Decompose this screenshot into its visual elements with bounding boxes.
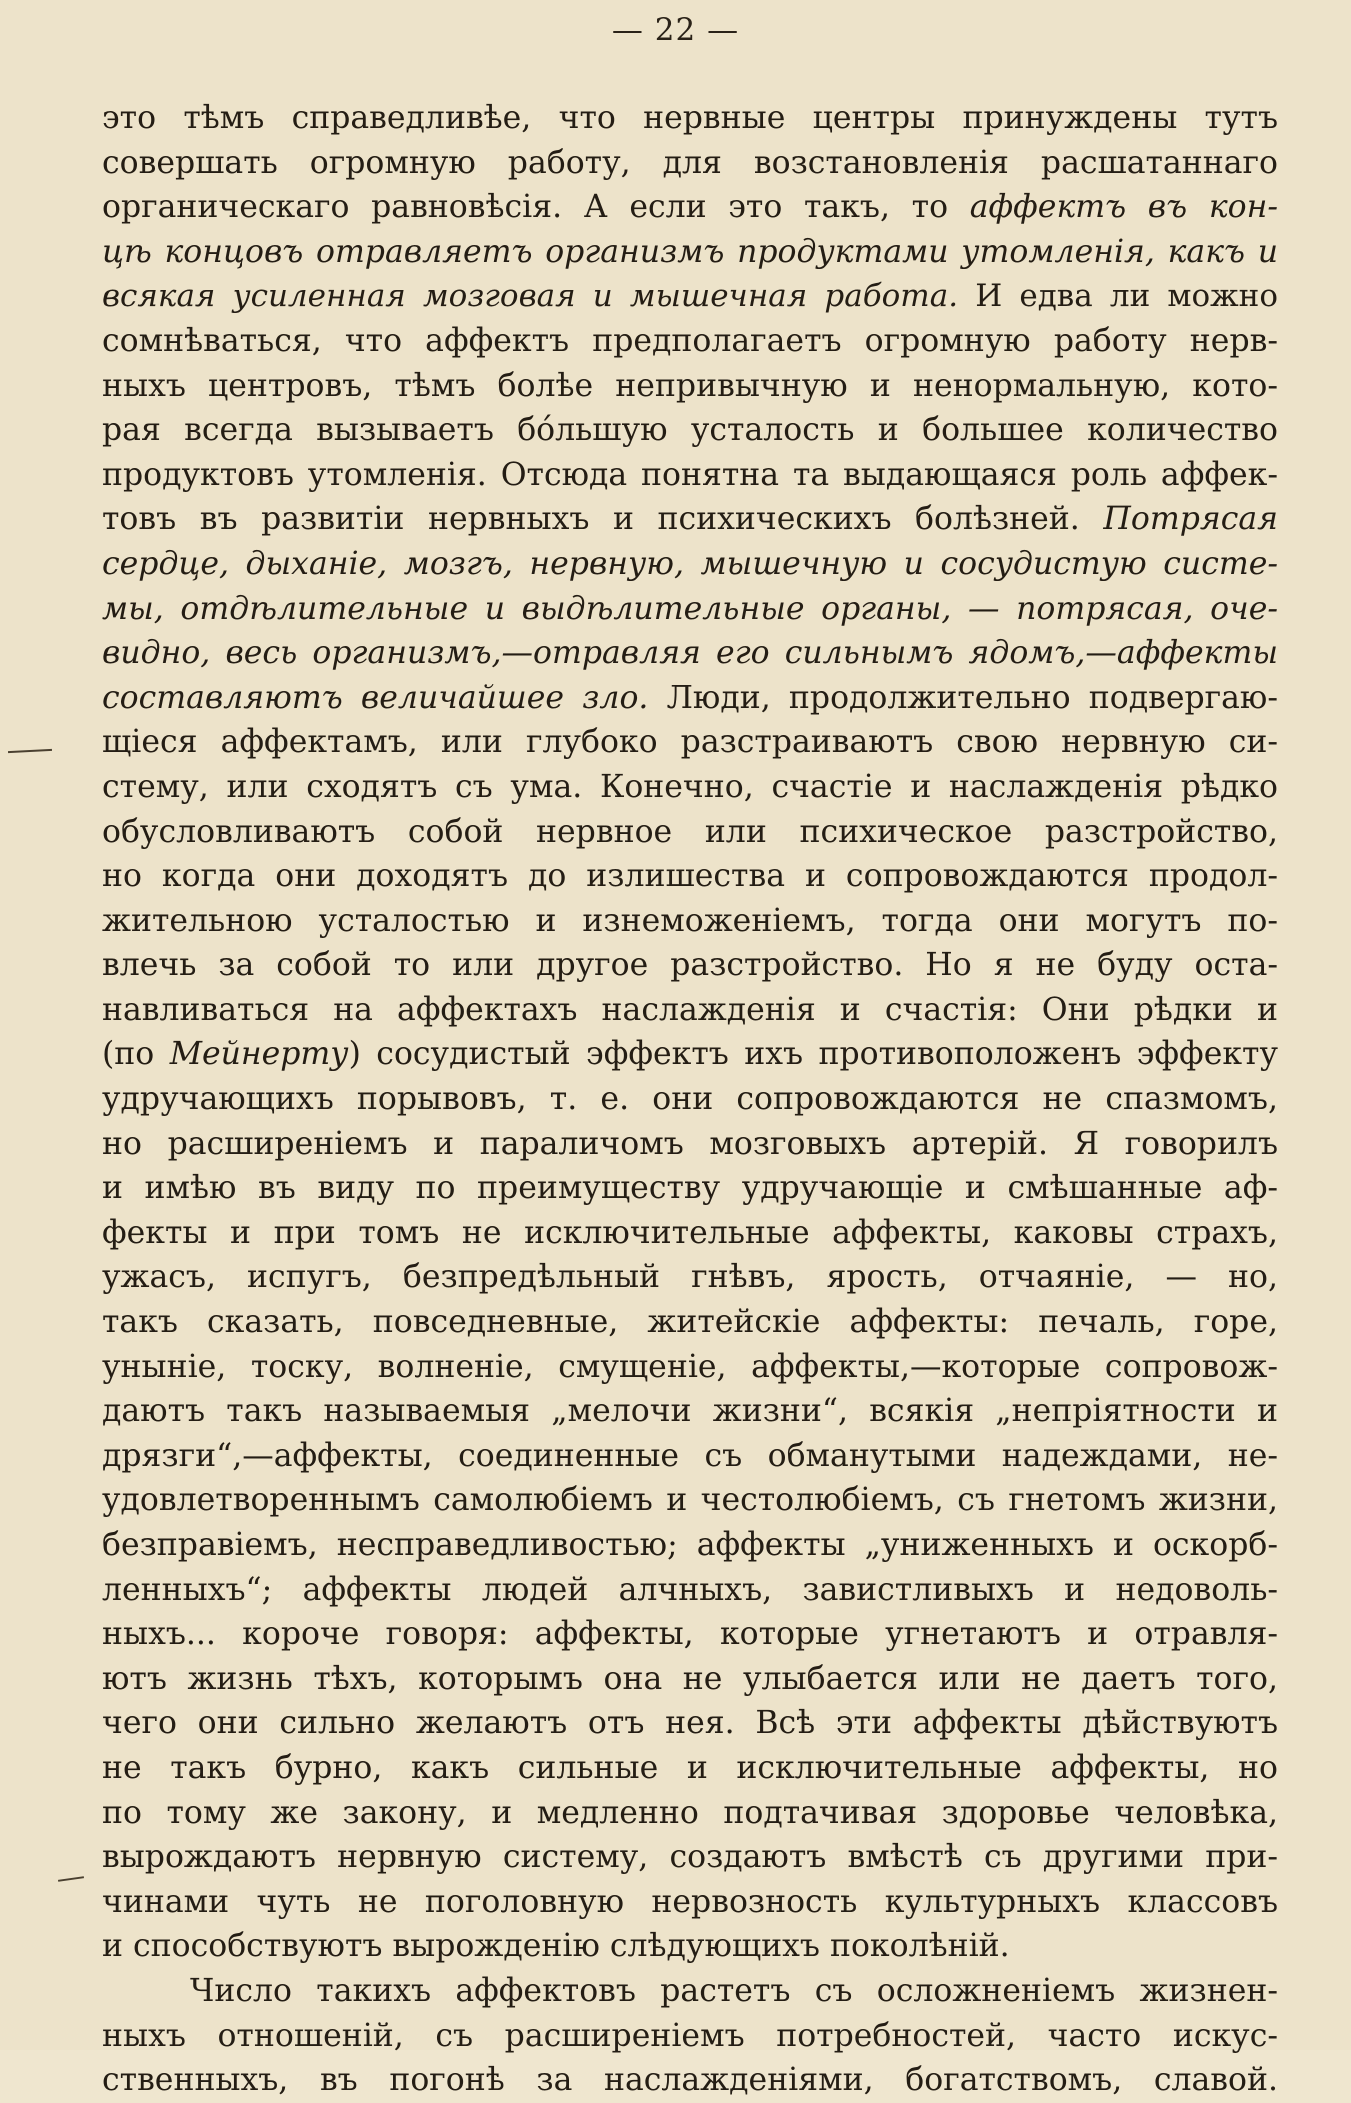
text-segment: удовлетвореннымъ самолюбіемъ и честолюбіемъ, съ гнетомъ жизни,: [102, 1482, 1278, 1519]
text-segment: вырождаютъ нервную систему, создаютъ вмѣстѣ съ другими при-: [102, 1839, 1278, 1876]
text-segment: такъ сказать, повседневные, житейскіе аффекты: печаль, горе,: [102, 1304, 1278, 1341]
text-segment: ужасъ, испугъ, безпредѣльный гнѣвъ, ярость, отчаяніе, — но,: [102, 1259, 1278, 1296]
italic-segment: сердце, дыханіе, мозгъ, нервную, мышечную и сосудистую систе-: [102, 545, 1278, 582]
text-line: [102, 1568, 1278, 1613]
text-line: [102, 988, 1278, 1033]
text-line: [102, 1835, 1278, 1880]
text-line: [102, 1434, 1278, 1479]
text-line: [102, 230, 1278, 275]
italic-segment: цѣ концовъ отравляетъ организмъ продуктами утомленія, какъ и: [102, 233, 1278, 270]
text-line: [102, 1612, 1278, 1657]
text-segment: обусловливаютъ собой нервное или психическое разстройство,: [102, 813, 1278, 850]
text-segment: чего они сильно желаютъ отъ нея. Всѣ эти аффекты дѣйствуютъ: [102, 1705, 1278, 1742]
text-segment: товъ въ развитіи нервныхъ и психическихъ болѣзней.: [102, 501, 1104, 538]
text-line: [102, 1166, 1278, 1211]
text-segment: стему, или сходятъ съ ума. Конечно, счастіе и наслажденія рѣдко: [102, 768, 1278, 805]
text-segment: это тѣмъ справедливѣе, что нервные центры принуждены тутъ: [102, 100, 1278, 136]
text-line: [102, 319, 1278, 364]
text-segment: ственныхъ, въ погонѣ за наслажденіями, богатствомъ, славой.: [102, 2062, 1278, 2099]
text-segment: ныхъ отношеній, съ расширеніемъ потребностей, часто искус-: [102, 2017, 1278, 2054]
text-line: [102, 810, 1278, 855]
text-segment: чинами чуть не поголовную нервозность культурныхъ классовъ: [102, 1883, 1278, 1920]
italic-segment: составляютъ величайшее зло.: [102, 679, 649, 716]
text-segment: но когда они доходятъ до излишества и сопровождаются продол-: [102, 858, 1278, 895]
text-segment: влечь за собой то или другое разстройство. Но я не буду оста-: [102, 947, 1278, 984]
text-segment: фекты и при томъ не исключительные аффекты, каковы страхъ,: [102, 1214, 1278, 1251]
text-segment: ленныхъ“; аффекты людей алчныхъ, завистливыхъ и недоволь-: [102, 1571, 1278, 1608]
text-segment: даютъ такъ называемыя „мелочи жизни“, всякія „непріятности и: [102, 1393, 1278, 1430]
text-segment: не такъ бурно, какъ сильные и исключительные аффекты, но: [102, 1749, 1278, 1786]
text-segment: и имѣю въ виду по преимуществу удручающіе и смѣшанные аф-: [102, 1170, 1278, 1207]
text-line: [102, 96, 1278, 141]
text-segment: щіеся аффектамъ, или глубоко разстраиваютъ свою нервную си-: [102, 724, 1278, 761]
text-line: [102, 1478, 1278, 1523]
text-line: [102, 1924, 1278, 1969]
italic-segment: видно, весь организмъ,—отравляя его сильнымъ ядомъ,—аффекты: [102, 635, 1278, 672]
text-line: [102, 1077, 1278, 1122]
text-line: [102, 1211, 1278, 1256]
text-segment: рая всегда вызываетъ бóльшую усталость и большее количество: [102, 412, 1278, 449]
text-segment: удручающихъ порывовъ, т. е. они сопровождаются не спазмомъ,: [102, 1081, 1278, 1118]
text-segment: сомнѣваться, что аффектъ предполагаетъ огромную работу нерв-: [102, 322, 1278, 359]
text-segment: Люди, продолжительно подвергаю-: [648, 679, 1278, 716]
text-line: [102, 497, 1278, 542]
text-line: [102, 1255, 1278, 1300]
text-segment: уныніе, тоску, волненіе, смущеніе, аффекты,—которые сопровож-: [102, 1348, 1278, 1385]
text-line: [102, 2058, 1278, 2103]
text-line: [102, 185, 1278, 230]
text-line: [102, 274, 1278, 319]
text-segment: ) сосудистый эффектъ ихъ противоположенъ эффекту: [348, 1036, 1278, 1073]
text-line: [102, 1791, 1278, 1836]
margin-mark: [8, 749, 52, 753]
text-segment: Число такихъ аффектовъ растетъ съ осложненіемъ жизнен-: [190, 1972, 1278, 2009]
text-segment: (по: [102, 1036, 170, 1073]
text-segment: по тому же закону, и медленно подтачивая здоровье человѣка,: [102, 1794, 1278, 1831]
text-line: [102, 943, 1278, 988]
text-segment: навливаться на аффектахъ наслажденія и счастія: Они рѣдки и: [102, 991, 1278, 1028]
text-line: [102, 899, 1278, 944]
text-line: [102, 2014, 1278, 2059]
text-segment: ныхъ центровъ, тѣмъ болѣе непривычную и ненормальную, кото-: [102, 367, 1278, 404]
text-segment: и способствуютъ вырожденію слѣдующихъ поколѣній.: [102, 1928, 1010, 1965]
text-segment: ныхъ... короче говоря: аффекты, которые угнетаютъ и отравля-: [102, 1616, 1278, 1653]
text-segment: совершать огромную работу, для возстановленія расшатаннаго: [102, 144, 1278, 181]
text-line: [102, 631, 1278, 676]
text-segment: органическаго равновѣсія. А если это такъ, то: [102, 189, 970, 226]
text-line: [102, 1300, 1278, 1345]
text-segment: безправіемъ, несправедливостью; аффекты „униженныхъ и оскорб-: [102, 1527, 1278, 1563]
text-line: [102, 1389, 1278, 1434]
text-line: [102, 1032, 1278, 1077]
text-line: [102, 854, 1278, 899]
italic-segment: мы, отдѣлительные и выдѣлительные органы, — потрясая, оче-: [102, 590, 1278, 627]
text-line: [102, 1969, 1278, 2014]
text-segment: жительною усталостью и изнеможеніемъ, тогда они могутъ по-: [102, 902, 1278, 939]
text-line: [102, 1122, 1278, 1167]
italic-segment: Мейнерту: [169, 1036, 349, 1073]
italic-segment: всякая усиленная мозговая и мышечная работа.: [102, 278, 959, 315]
text-line: [102, 141, 1278, 186]
text-line: [102, 1345, 1278, 1390]
text-line: [102, 765, 1278, 810]
text-line: [102, 1746, 1278, 1791]
text-segment: дрязги“,—аффекты, соединенные съ обманутыми надеждами, не-: [102, 1437, 1278, 1474]
text-line: [102, 453, 1278, 498]
body-text: [102, 96, 1278, 2103]
text-line: [102, 364, 1278, 409]
text-line: [102, 1523, 1278, 1568]
margin-mark: [58, 1876, 84, 1882]
italic-segment: Потрясая: [1103, 501, 1278, 538]
text-line: [102, 676, 1278, 721]
page-number: — 22 —: [611, 12, 740, 48]
italic-segment: аффектъ въ кон-: [969, 189, 1278, 226]
text-segment: И едва ли можно: [958, 278, 1278, 315]
text-segment: продуктовъ утомленія. Отсюда понятна та выдающаяся роль аффек-: [102, 456, 1278, 493]
text-line: [102, 1657, 1278, 1702]
text-segment: ютъ жизнь тѣхъ, которымъ она не улыбается или не даетъ того,: [102, 1660, 1278, 1697]
text-line: [102, 1880, 1278, 1925]
text-line: [102, 542, 1278, 587]
text-line: [102, 720, 1278, 765]
text-line: [102, 587, 1278, 632]
text-line: [102, 1701, 1278, 1746]
text-line: [102, 408, 1278, 453]
text-segment: но расширеніемъ и параличомъ мозговыхъ артерій. Я говорилъ: [102, 1125, 1278, 1162]
